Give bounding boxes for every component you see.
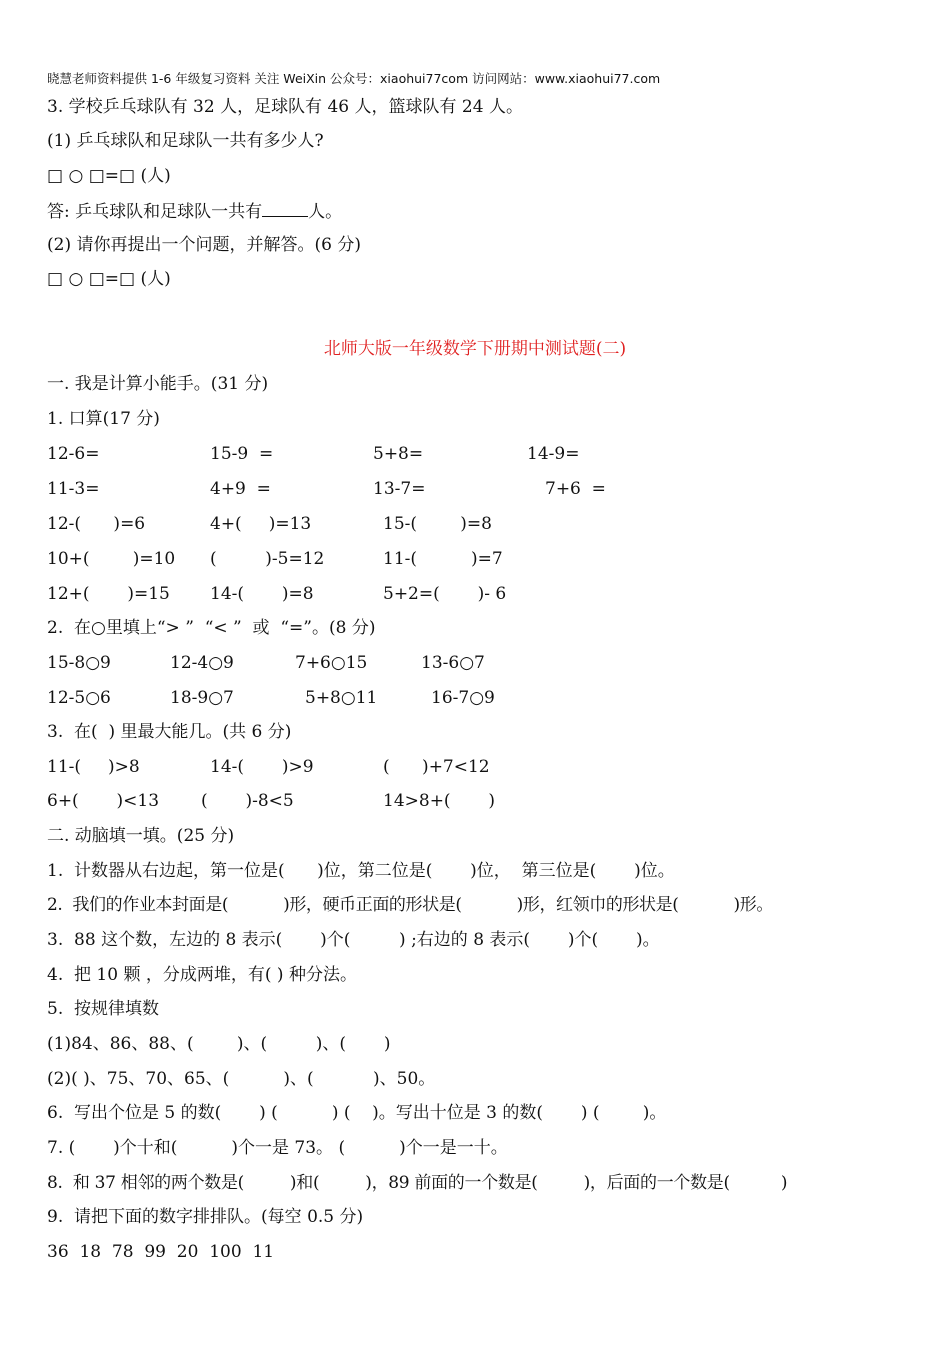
fill-item: 4. 把 10 颗 ，分成两堆，有( ) 种分法。 xyxy=(47,965,357,985)
question-3: 3. 学校乒乓球队有 32 人，足球队有 46 人，篮球队有 24 人。 xyxy=(47,97,523,117)
calc-cell: 12-( )=6 xyxy=(47,514,146,534)
fill-item: (1)84、86、88、( )、( )、( ) xyxy=(47,1034,391,1054)
compare-cell: 12-5○6 xyxy=(47,688,111,708)
compare-cell: 16-7○9 xyxy=(431,688,495,708)
inequality-cell: ( )-8<5 xyxy=(201,791,294,811)
fill-item: 1. 计数器从右边起，第一位是( )位，第二位是( )位， 第三位是( )位。 xyxy=(47,861,675,881)
fill-item: 2. 我们的作业本封面是( )形，硬币正面的形状是( )形，红领巾的形状是( )形。 xyxy=(47,895,773,915)
question-3-part-2: (2) 请你再提出一个问题，并解答。(6 分) xyxy=(47,235,361,255)
compare-cell: 13-6○7 xyxy=(421,653,485,673)
max-fill-heading: 3. 在( ) 里最大能几。(共 6 分) xyxy=(47,722,292,742)
oral-calc-heading: 1. 口算(17 分) xyxy=(47,409,160,429)
fill-item: 5. 按规律填数 xyxy=(47,999,160,1019)
inequality-cell: ( )+7<12 xyxy=(383,757,490,777)
page-title: 北师大版一年级数学下册期中测试题(二) xyxy=(323,339,627,359)
calc-cell: ( )-5=12 xyxy=(210,549,325,569)
calc-cell: 15-9 = xyxy=(210,444,274,464)
answer-blank[interactable] xyxy=(262,200,308,217)
fill-item: 9. 请把下面的数字排排队。(每空 0.5 分) xyxy=(47,1207,364,1227)
calc-cell: 5+8= xyxy=(373,444,424,464)
calc-cell: 10+( )=10 xyxy=(47,549,176,569)
calc-cell: 11-( )=7 xyxy=(383,549,503,569)
calc-cell: 4+9 = xyxy=(210,479,271,499)
question-3-part-1: (1) 乒乓球队和足球队一共有多少人? xyxy=(47,131,324,151)
calc-cell: 13-7= xyxy=(373,479,426,499)
calc-cell: 11-3= xyxy=(47,479,100,499)
compare-cell: 18-9○7 xyxy=(170,688,234,708)
inequality-cell: 6+( )<13 xyxy=(47,791,160,811)
formula-1: □ ○ □=□ (人) xyxy=(47,166,171,186)
calc-cell: 14-9= xyxy=(527,444,580,464)
compare-cell: 12-4○9 xyxy=(170,653,234,673)
inequality-cell: 14-( )>9 xyxy=(210,757,314,777)
fill-item: 7. ( )个十和( )个一是 73。 ( )个一是一十。 xyxy=(47,1138,508,1158)
fill-item: 6. 写出个位是 5 的数( ) ( ) ( )。写出十位是 3 的数( ) ( )。 xyxy=(47,1103,667,1123)
formula-2: □ ○ □=□ (人) xyxy=(47,269,171,289)
answer-line xyxy=(47,200,342,223)
inequality-cell: 14>8+( ) xyxy=(383,791,496,811)
calc-cell: 15-( )=8 xyxy=(383,514,492,534)
answer-suffix: 人。 xyxy=(308,202,343,222)
section-2-heading: 二. 动脑填一填。(25 分) xyxy=(47,826,235,846)
compare-heading: 2. 在○里填上“> ” “< ” 或 “=”。(8 分) xyxy=(47,618,376,638)
section-1-heading: 一. 我是计算小能手。(31 分) xyxy=(47,374,269,394)
calc-cell: 5+2=( )- 6 xyxy=(383,584,507,604)
calc-cell: 7+6 = xyxy=(545,479,606,499)
calc-cell: 14-( )=8 xyxy=(210,584,314,604)
calc-cell: 12-6= xyxy=(47,444,100,464)
fill-item: 8. 和 37 相邻的两个数是( )和( )，89 前面的一个数是( )，后面的一个数是( ) xyxy=(47,1173,788,1193)
page-header: 晓慧老师资料提供 1-6 年级复习资料 关注 WeiXin 公众号：xiaohui77com 访问网站：www.xiaohui77.com xyxy=(47,71,661,86)
calc-cell: 12+( )=15 xyxy=(47,584,170,604)
number-list: 36 18 78 99 20 100 11 xyxy=(47,1242,275,1262)
compare-cell: 5+8○11 xyxy=(305,688,378,708)
fill-item: 3. 88 这个数，左边的 8 表示( )个( ) ;右边的 8 表示( )个( )。 xyxy=(47,930,660,950)
answer-prefix: 答: 乒乓球队和足球队一共有 xyxy=(47,202,263,222)
compare-cell: 7+6○15 xyxy=(295,653,368,673)
calc-cell: 4+( )=13 xyxy=(210,514,312,534)
compare-cell: 15-8○9 xyxy=(47,653,111,673)
fill-item: (2)( )、75、70、65、( )、( )、50。 xyxy=(47,1069,436,1089)
inequality-cell: 11-( )>8 xyxy=(47,757,140,777)
